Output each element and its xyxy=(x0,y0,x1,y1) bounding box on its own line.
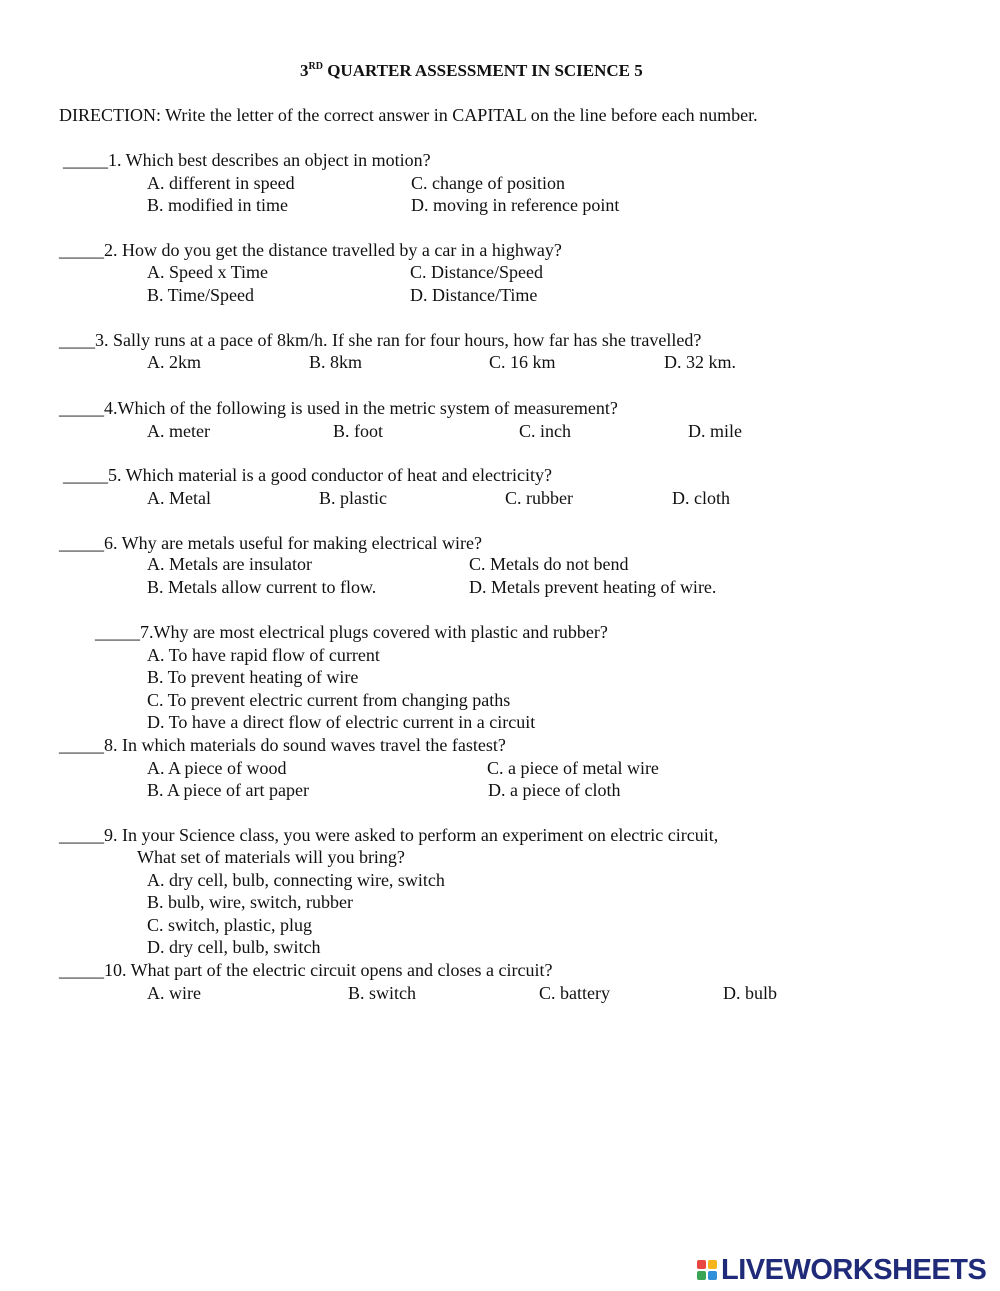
question-5-choice-d: D. cloth xyxy=(672,488,730,508)
question-10-choice-a: A. wire xyxy=(147,983,201,1003)
question-2-choice-c: C. Distance/Speed xyxy=(410,262,543,282)
question-4-stem: _____4.Which of the following is used in the metric system of measurement? xyxy=(59,398,618,418)
question-5-choice-b: B. plastic xyxy=(319,488,387,508)
question-7-choice-c: C. To prevent electric current from changing paths xyxy=(147,690,511,710)
question-5-choice-c: C. rubber xyxy=(505,488,573,508)
question-3-choice-a: A. 2km xyxy=(147,352,201,372)
question-10-choice-b: B. switch xyxy=(348,983,417,1003)
question-9-choice-a: A. dry cell, bulb, connecting wire, switch xyxy=(147,870,445,890)
question-1-choice-c: C. change of position xyxy=(411,173,565,193)
question-9-choice-b: B. bulb, wire, switch, rubber xyxy=(147,892,353,912)
question-1-choice-b: B. modified in time xyxy=(147,195,288,215)
question-6-choice-b: B. Metals allow current to flow. xyxy=(147,577,377,597)
question-2-choice-a: A. Speed x Time xyxy=(147,262,269,282)
question-8-stem: _____8. In which materials do sound waves travel the fastest? xyxy=(59,735,506,755)
question-7-choice-d: D. To have a direct flow of electric current in a circuit xyxy=(147,712,536,732)
question-10-stem: _____10. What part of the electric circuit opens and closes a circuit? xyxy=(59,960,553,980)
question-4-choice-c: C. inch xyxy=(519,421,571,441)
question-2-choice-b: B. Time/Speed xyxy=(147,285,255,305)
question-7-stem: _____7.Why are most electrical plugs covered with plastic and rubber? xyxy=(95,622,608,642)
logo-text: LIVEWORKSHEETS xyxy=(721,1254,987,1286)
question-10-choice-d: D. bulb xyxy=(723,983,777,1003)
page-title: 3RD QUARTER ASSESSMENT IN SCIENCE 5 xyxy=(300,61,643,80)
question-9-stem-continued: What set of materials will you bring? xyxy=(137,847,405,867)
question-6-choice-c: C. Metals do not bend xyxy=(469,554,629,574)
question-9-choice-c: C. switch, plastic, plug xyxy=(147,915,312,935)
question-8-choice-d: D. a piece of cloth xyxy=(488,780,621,800)
question-2-stem: _____2. How do you get the distance travelled by a car in a highway? xyxy=(59,240,562,260)
question-2-choice-d: D. Distance/Time xyxy=(410,285,538,305)
question-7-choice-b: B. To prevent heating of wire xyxy=(147,667,359,687)
question-7-choice-a: A. To have rapid flow of current xyxy=(147,645,380,665)
direction-text: DIRECTION: Write the letter of the correct answer in CAPITAL on the line before each number. xyxy=(59,105,758,125)
question-8-choice-b: B. A piece of art paper xyxy=(147,780,309,800)
question-6-choice-d: D. Metals prevent heating of wire. xyxy=(469,577,717,597)
question-8-choice-a: A. A piece of wood xyxy=(147,758,287,778)
question-9-choice-d: D. dry cell, bulb, switch xyxy=(147,937,321,957)
question-4-choice-a: A. meter xyxy=(147,421,210,441)
question-6-stem: _____6. Why are metals useful for making electrical wire? xyxy=(59,533,483,553)
question-3-choice-d: D. 32 km. xyxy=(664,352,736,372)
question-5-choice-a: A. Metal xyxy=(147,488,211,508)
question-3-choice-c: C. 16 km xyxy=(489,352,556,372)
logo-grid-icon xyxy=(697,1260,717,1280)
question-5-stem: _____5. Which material is a good conductor of heat and electricity? xyxy=(63,465,552,485)
question-9-stem: _____9. In your Science class, you were asked to perform an experiment on electric circuit, xyxy=(59,825,719,845)
question-4-choice-d: D. mile xyxy=(688,421,742,441)
question-10-choice-c: C. battery xyxy=(539,983,610,1003)
question-3-stem: ____3. Sally runs at a pace of 8km/h. If she ran for four hours, how far has she travelled? xyxy=(59,330,702,350)
question-4-choice-b: B. foot xyxy=(333,421,384,441)
question-1-stem: _____1. Which best describes an object in motion? xyxy=(63,150,431,170)
question-1-choice-a: A. different in speed xyxy=(147,173,295,193)
question-8-choice-c: C. a piece of metal wire xyxy=(487,758,659,778)
question-6-choice-a: A. Metals are insulator xyxy=(147,554,312,574)
liveworksheets-logo xyxy=(697,1255,986,1285)
question-3-choice-b: B. 8km xyxy=(309,352,363,372)
question-1-choice-d: D. moving in reference point xyxy=(411,195,620,215)
